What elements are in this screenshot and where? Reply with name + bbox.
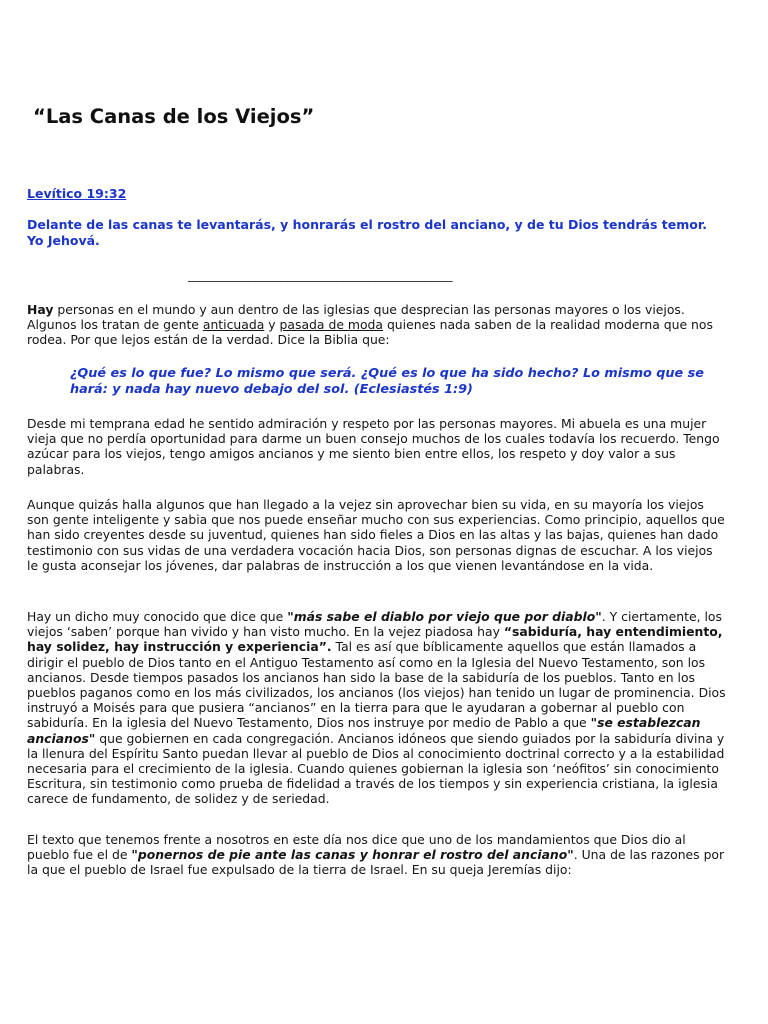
elders-text-b: . Y ciertamente, los viejos ‘saben’ porque han vivido y han visto mucho. En la vejez piadosa hay xyxy=(27,609,722,640)
paragraph-personal: Desde mi temprana edad he sentido admiración y respeto por las personas mayores. Mi abuela es una mujer vieja que no perdía oportunidad para darme un buen consejo muchos de los cuales todavía los recuerdo. Tengo azúcar para los viejos, tengo amigos ancianos y me siento bien entre ellos, los respeto y doy valor a sus palabras. xyxy=(27,416,720,477)
underlined-pasada-de-moda: pasada de moda xyxy=(279,317,383,333)
intro-text-a: personas en el mundo y aun dentro de las iglesias que desprecian las personas mayores o los viejos. Algunos los tratan de gente xyxy=(27,302,685,333)
underlined-anticuada: anticuada xyxy=(202,317,265,333)
command-text-a: El texto que tenemos frente a nosotros en este día nos dice que uno de los mandamientos que Dios dio al pueblo fue el de xyxy=(27,832,686,863)
command-quote: "ponernos de pie ante las canas y honrar el rostro del anciano" xyxy=(131,847,574,863)
saying-quote: "más sabe el diablo por viejo que por diablo" xyxy=(287,609,602,624)
paragraph-intro xyxy=(27,302,727,348)
command-text-b: . Una de las razones por la que el pueblo de Israel fue expulsado de la tierra de Israel. En su queja Jeremías dijo: xyxy=(27,847,725,878)
intro-lead-word: Hay xyxy=(27,302,54,317)
scripture-reference-link[interactable]: Levítico 19:32 xyxy=(27,186,127,201)
intro-text-b: y xyxy=(264,317,280,333)
elders-text-d: que gobiernen en cada congregación. Ancianos idóneos que siendo guiados por la sabiduría divina y la llenura del Espíritu Santo puedan llevar al pueblo de Dios al conocimiento doctrinal correcto y a la estabilidad necesaria para el crecimiento de la iglesia. Cuando quienes gobiernan la iglesia son ‘neófitos’ sin conocimiento Escritura, sin testimonio como prueba de fidelidad a través de los tiempos y sin experiencia cristiana, la iglesia carece de fundamento, de solidez y de seriedad. xyxy=(27,730,725,807)
key-verse: Delante de las canas te levantarás, y honrarás el rostro del anciano, y de tu Dios tendrás temor. Yo Jehová. xyxy=(27,217,707,248)
virtues-quote: “sabiduría, hay entendimiento, hay solidez, hay instrucción y experiencia”. xyxy=(27,624,723,655)
page-title: “Las Canas de los Viejos” xyxy=(33,105,315,128)
ecclesiastes-quote: ¿Qué es lo que fue? Lo mismo que será. ¿Qué es lo que ha sido hecho? Lo mismo que se hará: y nada hay nuevo debajo del sol. (Eclesiastés 1:9) xyxy=(70,366,704,397)
elders-text-c: Tal es así que bíblicamente aquellos que están llamados a dirigir el pueblo de Dios tanto en el Antiguo Testamento así como en la Iglesia del Nuevo Testamento, son los ancianos. Desde tiempos pasados los ancianos han sido la base de la sabiduría de los pueblos. Tanto en los pueblos paganos como en los más civilizados, los ancianos (los viejos) han tenido un lugar de prominencia. Dios instruyó a Moisés para que pusiera “ancianos” en la tierra para que le ayudaran a gobernar al pueblo con sabiduría. En la iglesia del Nuevo Testamento, Dios nos instruye por medio de Pablo a que xyxy=(27,639,726,731)
paragraph-elders xyxy=(27,609,727,807)
separator-line: ________________________________________________ xyxy=(188,268,452,282)
elders-text-a: Hay un dicho muy conocido que dice que xyxy=(27,609,288,624)
intro-text-c: quienes nada saben de la realidad moderna que nos rodea. Por que lejos están de la verdad. Dice la Biblia que: xyxy=(27,317,713,348)
paragraph-wisdom: Aunque quizás halla algunos que han llegado a la vejez sin aprovechar bien su vida, en su mayoría los viejos son gente inteligente y sabia que nos puede enseñar mucho con sus experiencias. Como principio, aquellos que han sido creyentes desde su juventud, quienes han sido fieles a Dios en las altas y las bajas, quienes han dado testimonio con sus vidas de una verdadera vocación hacia Dios, son personas dignas de escuchar. A los viejos le gusta aconsejar los jóvenes, dar palabras de instrucción a los que vienen levantándose en la vida. xyxy=(27,497,725,573)
establish-elders-quote: "se establezcan ancianos" xyxy=(27,715,701,746)
paragraph-commandment xyxy=(27,832,727,878)
